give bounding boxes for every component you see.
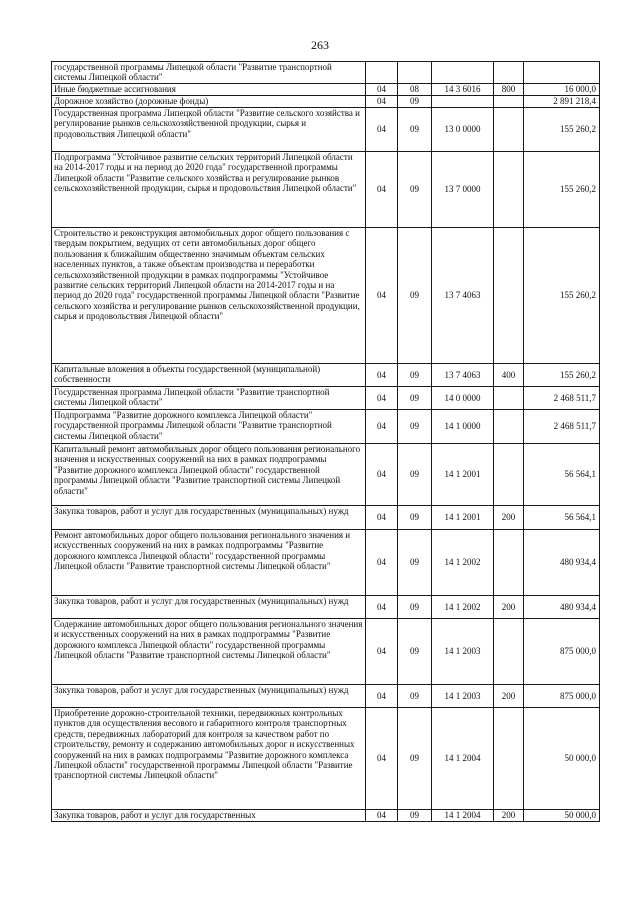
row-expense-type [494,62,524,84]
row-section: 04 [366,596,398,619]
row-subsection: 09 [398,96,432,108]
table-row [52,619,600,685]
row-section: 04 [366,506,398,530]
row-subsection: 09 [398,228,432,364]
row-expense-type [494,619,524,685]
row-expense-type [494,108,524,152]
row-section: 04 [366,228,398,364]
table-row [52,387,600,410]
row-amount: 2 468 511,7 [524,410,600,444]
row-amount [524,62,600,84]
row-amount: 2 468 511,7 [524,387,600,410]
table-row [52,152,600,228]
row-subsection: 09 [398,685,432,708]
row-amount: 50 000,0 [524,708,600,810]
row-target [432,62,494,84]
row-subsection: 09 [398,152,432,228]
row-target: 14 1 2003 [432,685,494,708]
row-amount: 875 000,0 [524,619,600,685]
row-name: Закупка товаров, работ и услуг для государственных [52,810,366,822]
row-name: Строительство и реконструкция автомобильных дорог общего пользования с твердым покрытием, ведущих от сети автомобильных дорог общего пользования к ближайшим общественно значимым объектам сельских населенных пунктов, а также объектам производства и переработки сельскохозяйственной продукции в рамках подпрограммы "Устойчивое развитие сельских территорий Липецкой области на 2014-2017 годы и на период до 2020 года" государственной программы Липецкой области "Развитие сельского хозяйства и регулирование рынков сельскохозяйственной продукции, сырья и продовольствия Липецкой области" [52,228,366,364]
row-expense-type [494,444,524,506]
row-amount: 155 260,2 [524,108,600,152]
row-subsection: 09 [398,506,432,530]
row-amount: 2 891 218,4 [524,96,600,108]
row-name: Закупка товаров, работ и услуг для государственных (муниципальных) нужд [52,685,366,708]
row-subsection: 09 [398,387,432,410]
row-expense-type [494,387,524,410]
row-subsection: 09 [398,596,432,619]
row-expense-type [494,410,524,444]
row-name: Иные бюджетные ассигнования [52,84,366,96]
row-expense-type [494,96,524,108]
row-name: Государственная программа Липецкой области "Развитие транспортной системы Липецкой области" [52,387,366,410]
row-amount: 480 934,4 [524,596,600,619]
row-subsection: 09 [398,410,432,444]
row-expense-type: 200 [494,506,524,530]
row-section: 04 [366,108,398,152]
page-number: 263 [311,38,329,52]
row-section: 04 [366,364,398,387]
row-subsection: 09 [398,619,432,685]
row-target: 14 1 2001 [432,444,494,506]
row-amount: 155 260,2 [524,228,600,364]
row-target: 14 1 0000 [432,410,494,444]
row-subsection: 09 [398,708,432,810]
table-row [52,364,600,387]
row-target [432,96,494,108]
row-amount: 155 260,2 [524,152,600,228]
row-expense-type: 200 [494,596,524,619]
row-section: 04 [366,619,398,685]
row-expense-type: 200 [494,685,524,708]
row-section: 04 [366,387,398,410]
row-name: Подпрограмма "Развитие дорожного комплекса Липецкой области" государственной программы Липецкой области "Развитие транспортной системы Липецкой области" [52,410,366,444]
table-row [52,410,600,444]
row-target: 14 1 2001 [432,506,494,530]
table-row [52,108,600,152]
row-name: Закупка товаров, работ и услуг для государственных (муниципальных) нужд [52,596,366,619]
row-section: 04 [366,96,398,108]
table-row [52,506,600,530]
row-target: 14 1 2004 [432,810,494,822]
row-section: 04 [366,84,398,96]
table-row [52,810,600,822]
row-name: Приобретение дорожно-строительной техники, передвижных контрольных пунктов для осуществления весового и габаритного контроля транспортных средств, передвижных лабораторий для контроля за качеством работ по строительству, ремонту и содержанию автомобильных дорог и искусственных сооружений на них в рамках подпрограммы "Развитие дорожного комплекса Липецкой области" государственной программы Липецкой области "Развитие транспортной системы Липецкой области" [52,708,366,810]
row-subsection: 09 [398,108,432,152]
table-row [52,96,600,108]
row-target: 14 1 2002 [432,530,494,596]
row-name: Ремонт автомобильных дорог общего пользования регионального значения и искусственных сооружений на них в рамках подпрограммы "Развитие дорожного комплекса Липецкой области" государственной программы Липецкой области "Развитие транспортной системы Липецкой области" [52,530,366,596]
row-amount: 50 000,0 [524,810,600,822]
row-section: 04 [366,152,398,228]
row-expense-type: 200 [494,810,524,822]
row-amount: 56 564,1 [524,506,600,530]
row-target: 14 1 2004 [432,708,494,810]
row-expense-type [494,708,524,810]
row-amount: 875 000,0 [524,685,600,708]
row-name: Содержание автомобильных дорог общего пользования регионального значения и искусственных сооружений на них в рамках подпрограммы "Развитие дорожного комплекса Липецкой области" государственной программы Липецкой области "Развитие транспортной системы Липецкой области" [52,619,366,685]
row-section: 04 [366,410,398,444]
row-name: Капитальный ремонт автомобильных дорог общего пользования регионального значения и искусственных сооружений на них в рамках подпрограммы "Развитие дорожного комплекса Липецкой области" государственной программы Липецкой области "Развитие транспортной системы Липецкой области" [52,444,366,506]
row-amount: 155 260,2 [524,364,600,387]
row-target: 13 7 0000 [432,152,494,228]
row-section: 04 [366,810,398,822]
row-name: Государственная программа Липецкой области "Развитие сельского хозяйства и регулирование рынков сельскохозяйственной продукции, сырья и продовольствия Липецкой области" [52,108,366,152]
row-name: Подпрограмма "Устойчивое развитие сельских территорий Липецкой области на 2014-2017 годы и на период до 2020 года" государственной программы Липецкой области "Развитие сельского хозяйства и регулирование рынков сельскохозяйственной продукции, сырья и продовольствия Липецкой области" [52,152,366,228]
row-expense-type [494,530,524,596]
row-target: 13 7 4063 [432,364,494,387]
row-amount: 56 564,1 [524,444,600,506]
row-subsection [398,62,432,84]
row-subsection: 09 [398,444,432,506]
row-target: 14 0 0000 [432,387,494,410]
row-expense-type [494,228,524,364]
row-target: 13 7 4063 [432,228,494,364]
row-target: 13 0 0000 [432,108,494,152]
table-row [52,685,600,708]
table-row [52,228,600,364]
row-expense-type: 400 [494,364,524,387]
row-expense-type: 800 [494,84,524,96]
row-target: 14 1 2003 [432,619,494,685]
row-subsection: 09 [398,530,432,596]
row-name: Дорожное хозяйство (дорожные фонды) [52,96,366,108]
table-row [52,596,600,619]
row-name: Закупка товаров, работ и услуг для государственных (муниципальных) нужд [52,506,366,530]
row-subsection: 09 [398,810,432,822]
table-row [52,530,600,596]
row-target: 14 3 6016 [432,84,494,96]
row-section: 04 [366,685,398,708]
table-row [52,444,600,506]
row-name: государственной программы Липецкой области "Развитие транспортной системы Липецкой области" [52,62,366,84]
row-subsection: 08 [398,84,432,96]
row-target: 14 1 2002 [432,596,494,619]
table-row [52,62,600,84]
row-subsection: 09 [398,364,432,387]
row-section [366,62,398,84]
row-name: Капитальные вложения в объекты государственной (муниципальной) собственности [52,364,366,387]
table-row [52,84,600,96]
row-amount: 16 000,0 [524,84,600,96]
table-row [52,708,600,810]
row-section: 04 [366,530,398,596]
row-section: 04 [366,708,398,810]
row-section: 04 [366,444,398,506]
row-amount: 480 934,4 [524,530,600,596]
row-expense-type [494,152,524,228]
budget-table [51,61,600,822]
